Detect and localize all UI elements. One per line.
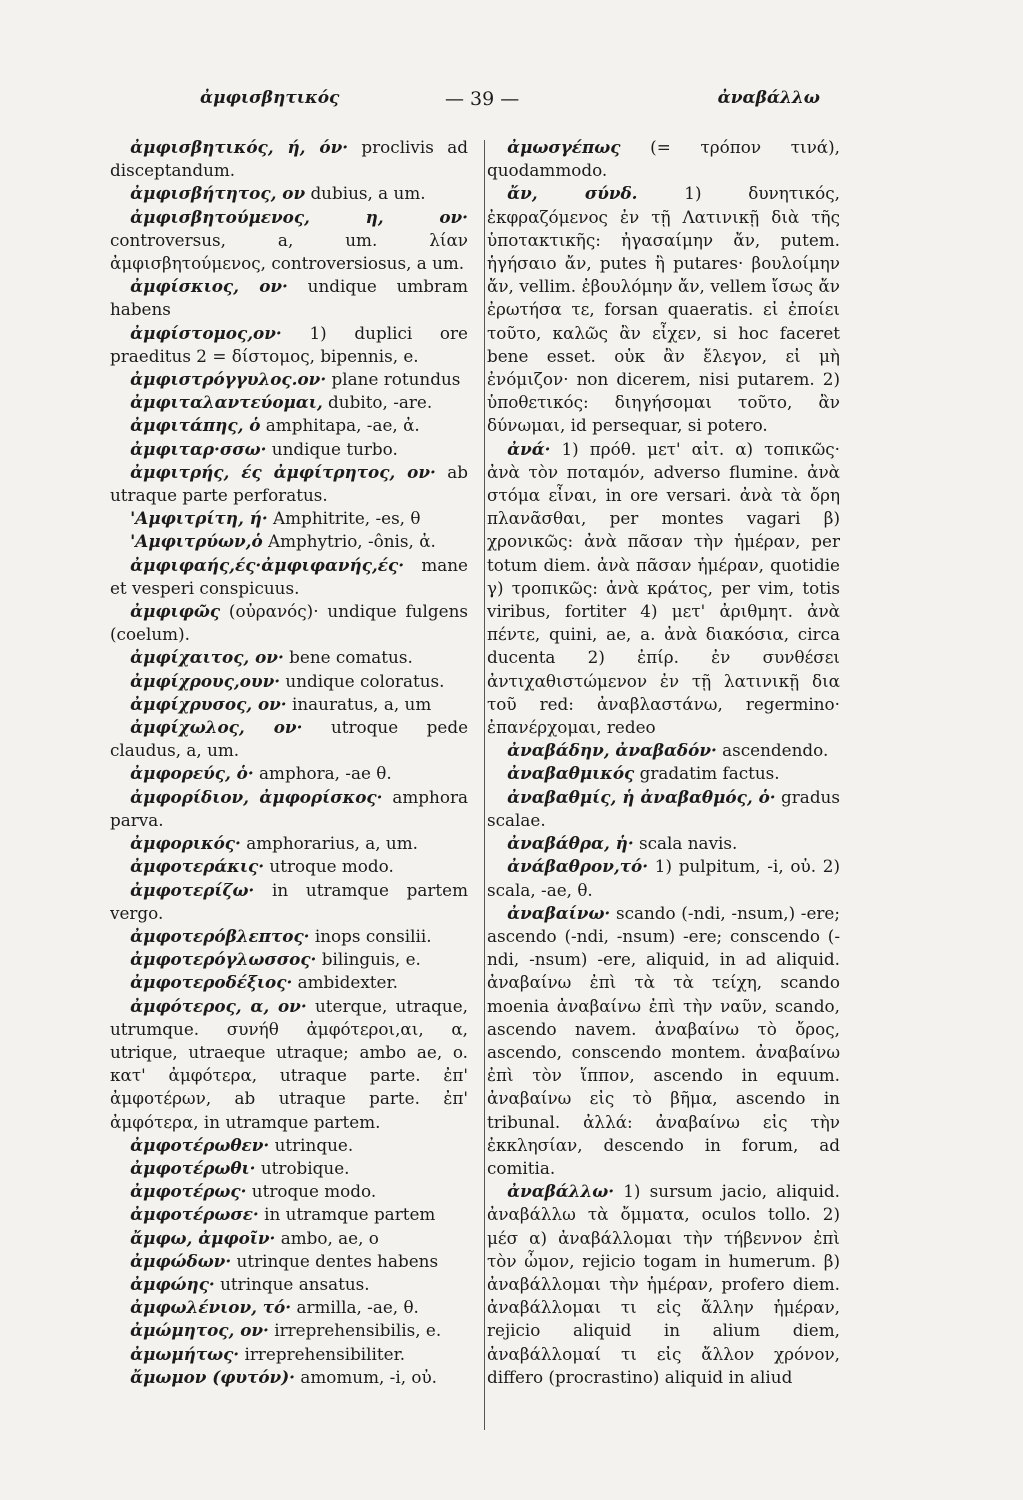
dictionary-entry xyxy=(110,716,468,762)
entry-headword: ἀμφιτρής, ές ἀμφίτρητος, ον· xyxy=(130,461,436,482)
entry-definition: in utramque partem vergo. xyxy=(110,879,468,923)
entry-definition: 1) δυνητικός, ἐκφραζόμενος ἐν τῇ Λατινικῇ διὰ τῆς ὑποτακτικῆς: ἠγασαίμην ἄν, putem. ἡγήσαιο ἄν, putes ἢ putares· βουλοίμην ἄν, vellim. ἐβουλόμην ἄν, vellem ἴσως ἄν ἐρωτήσα τε, forsan quaeratis. εἰ ἐποίει τοῦτο, καλῶς ἂν εἶχεν, si hoc faceret bene esset. οὐκ ἂν ἔλεγον, εἰ μὴ ἐνόμιζον· non dicerem, nisi putarem. 2) ὑποθετικός: διηγήσομαι τοῦτο, ἂν δύνωμαι, id persequar, si potero. xyxy=(487,183,840,436)
entry-definition: dubius, a um. xyxy=(310,183,426,204)
entry-headword: ἀναβαίνω· xyxy=(507,902,611,923)
dictionary-entry xyxy=(110,1366,468,1389)
running-head-left: ἀμφισβητικός xyxy=(200,88,340,108)
dictionary-entry xyxy=(475,136,840,182)
dictionary-entry xyxy=(475,438,840,740)
entry-definition: armilla, -ae, θ. xyxy=(296,1297,419,1318)
entry-definition: gradus scalae. xyxy=(487,786,840,830)
entry-headword: ἀμφισβητικός, ή, όν· xyxy=(130,137,349,157)
entry-headword: ἀναβάθρα, ἡ· xyxy=(507,833,634,854)
entry-headword: ἀναβάδην, ἀναβαδόν· xyxy=(507,740,717,761)
entry-headword: ἀμωσγέπως xyxy=(507,137,621,157)
dictionary-entry xyxy=(110,995,468,1134)
dictionary-entry xyxy=(110,554,468,600)
dictionary-entry xyxy=(110,206,468,276)
entry-definition: undique turbo. xyxy=(271,438,398,459)
left-column xyxy=(110,136,468,1446)
entry-headword: ἀμφοτεράκις· xyxy=(130,856,265,877)
entry-definition: utroque modo. xyxy=(269,856,394,877)
entry-headword: ἀμφιστρόγγυλος.ον· xyxy=(130,369,327,390)
dictionary-entry xyxy=(475,855,840,901)
dictionary-entry xyxy=(110,1296,468,1319)
entry-definition: utrinque. xyxy=(274,1134,354,1155)
entry-definition: amomum, -i, οὐ. xyxy=(300,1366,437,1387)
entry-headword: ἀμφισβήτητος, ον xyxy=(130,183,306,204)
dictionary-entry xyxy=(110,1180,468,1203)
dictionary-entry xyxy=(110,1250,468,1273)
dictionary-entry xyxy=(110,414,468,437)
entry-definition: (= τρόπον τινά), quodammodo. xyxy=(487,137,840,181)
entry-definition: mane et vesperi conspicuus. xyxy=(110,554,468,598)
entry-definition: ab utraque parte perforatus. xyxy=(110,461,468,506)
entry-definition: proclivis ad disceptandum. xyxy=(110,137,468,181)
entry-definition: dubito, -are. xyxy=(328,392,433,413)
entry-definition: inops consilii. xyxy=(314,925,432,946)
dictionary-entry xyxy=(110,136,468,182)
entry-definition: ambo, ae, o xyxy=(280,1227,379,1248)
entry-definition: utrinque ansatus. xyxy=(220,1273,370,1294)
entry-definition: amphorarius, a, um. xyxy=(246,833,418,854)
entry-definition: irreprehensibiliter. xyxy=(244,1343,406,1364)
entry-headword: ἀμφώης· xyxy=(130,1273,215,1294)
dictionary-entry xyxy=(110,322,468,368)
dictionary-entry xyxy=(475,182,840,437)
dictionary-entry xyxy=(110,832,468,855)
entry-headword: ἀμφίσκιος, ον· xyxy=(130,276,288,297)
entry-headword: ἀμφορεύς, ὁ· xyxy=(130,763,254,784)
dictionary-entry xyxy=(110,1343,468,1366)
entry-definition: 1) duplici ore praeditus 2 = δίστομος, bipennis, e. xyxy=(110,322,468,366)
entry-definition: uterque, utraque, utrumque. συνήθ ἀμφότεροι,αι, α, utrique, utraeque utraque; ambo ae, o. κατ' ἀμφότερα, utraque parte. ἐπ' ἀμφοτέρων, ab utraque parte. ἐπ' ἀμφότερα, in utramque partem. xyxy=(110,995,468,1132)
dictionary-entry xyxy=(110,786,468,832)
entry-headword: ἀναβάλλω· xyxy=(507,1181,615,1202)
entry-definition: 1) pulpitum, -i, οὐ. 2) scala, -ae, θ. xyxy=(487,856,840,900)
entry-headword: ἄν, σύνδ. xyxy=(507,183,638,204)
entry-headword: 'Αμφιτρύων,ὁ xyxy=(130,531,263,552)
entry-headword: ἀναβαθμίς, ἡ ἀναβαθμός, ὁ· xyxy=(507,786,776,807)
page-number: — 39 — xyxy=(445,88,520,110)
entry-definition: 1) πρόθ. μετ' αἰτ. α) τοπικῶς· ἀνὰ τὸν ποταμόν, adverso flumine. ἀνὰ στόμα εἶναι, in ore versari. ἀνὰ τὰ ὄρη πλανᾶσθαι, per montes vagari β) χρονικῶς: ἀνὰ πᾶσαν τὴν ἡμέραν, per totum diem. ἀνὰ πᾶσαν ἡμέραν, quotidie γ) τροπικῶς: ἀνὰ κράτος, per vim, totis viribus, fortiter 4) μετ' ἀριθμητ. ἀνὰ πέντε, quini, ae, a. ἀνὰ διακόσια, circa ducenta 2) ἐπίρ. ἐν συνθέσει ἀντιχαθιστώμενον ἐν τῇ λατινικῇ δια τοῦ red: ἀναβλαστάνω, regermino· ἐπανέρχομαι, redeo xyxy=(487,438,840,738)
entry-headword: ἀμφίχρυσος, ον· xyxy=(130,693,287,714)
entry-headword: ἀμφισβητούμενος, η, ον· xyxy=(130,206,468,227)
dictionary-entry xyxy=(110,1227,468,1250)
entry-headword: ἀμφιτάπης, ὁ xyxy=(130,415,261,436)
entry-definition: irreprehensibilis, e. xyxy=(274,1320,442,1341)
entry-definition: undique umbram habens xyxy=(110,276,468,320)
dictionary-entry xyxy=(110,855,468,878)
entry-headword: ἀμφιφαής,ές·ἀμφιφανής,ές· xyxy=(130,554,405,575)
dictionary-entry xyxy=(110,646,468,669)
entry-headword: ἀμφώδων· xyxy=(130,1250,232,1271)
entry-definition: in utramque partem xyxy=(264,1204,436,1225)
entry-headword: ἀμφιφῶς xyxy=(130,601,221,622)
entry-definition: undique coloratus. xyxy=(285,670,445,691)
dictionary-entry xyxy=(110,971,468,994)
dictionary-entry xyxy=(110,1157,468,1180)
entry-definition: plane rotundus xyxy=(331,369,461,390)
entry-definition: ascendendo. xyxy=(722,740,829,761)
entry-headword: ἀμφιταλαντεύομαι, xyxy=(130,392,323,413)
entry-definition: utrobique. xyxy=(260,1157,350,1178)
entry-headword: ἀμφοτερόβλεπτος· xyxy=(130,925,310,946)
entry-headword: ἀμφίχρους,ουν· xyxy=(130,670,281,691)
dictionary-entry xyxy=(110,275,468,321)
entry-headword: ἀμφίχωλος, ον· xyxy=(130,717,303,738)
entry-headword: ἀμφορίδιον, ἀμφορίσκος· xyxy=(130,786,383,807)
dictionary-entry xyxy=(110,391,468,414)
entry-headword: ἀμωμήτως· xyxy=(130,1343,240,1364)
entry-headword: ἀμφότερος, α, ον· xyxy=(130,995,307,1016)
dictionary-entry xyxy=(110,368,468,391)
entry-definition: Amphitrite, -es, θ xyxy=(273,508,421,529)
entry-headword: ἀμφίστομος,ον· xyxy=(130,322,282,343)
entry-definition: 1) sursum jacio, aliquid. ἀναβάλλω τὰ ὄμματα, oculos tollo. 2) μέσ α) ἀναβάλλομαι τὴν τήβεννον ἐπὶ τὸν ὦμον, rejicio togam in humerum. β) ἀναβάλλομαι τὴν ἡμέραν, profero diem. ἀναβάλλομαι τι εἰς ἄλλην ἡμέραν, rejicio aliquid in alium diem, ἀναβάλλομαί τι εἰς ἄλλον χρόνον, differo (procrastino) aliquid in aliud xyxy=(487,1181,840,1387)
entry-headword: ἀμφοτερίζω· xyxy=(130,879,255,900)
entry-definition: utroque pede claudus, a, um. xyxy=(110,717,468,761)
entry-definition: (οὐρανός)· undique fulgens (coelum). xyxy=(110,601,468,645)
entry-definition: ambidexter. xyxy=(297,972,398,993)
entry-definition: amphitapa, -ae, ἀ. xyxy=(265,415,420,436)
dictionary-entry xyxy=(110,600,468,646)
right-column xyxy=(475,136,840,1436)
dictionary-entry xyxy=(110,670,468,693)
entry-headword: ἀμφοτέρωσε· xyxy=(130,1204,259,1225)
entry-definition: inauratus, a, um xyxy=(292,693,432,714)
entry-headword: ἄμφω, ἀμφοῖν· xyxy=(130,1227,276,1248)
dictionary-entry xyxy=(110,507,468,530)
entry-headword: ἀμφοτερόγλωσσος· xyxy=(130,949,317,970)
entry-headword: ἀμφοτεροδέξιος· xyxy=(130,972,293,993)
entry-headword: ἀνά· xyxy=(507,438,551,459)
dictionary-entry xyxy=(475,1180,840,1389)
dictionary-entry xyxy=(110,1273,468,1296)
entry-headword: ἄμωμον (φυτόν)· xyxy=(130,1366,295,1387)
dictionary-entry xyxy=(110,1134,468,1157)
dictionary-entry xyxy=(110,693,468,716)
page-header xyxy=(200,88,820,128)
entry-headword: ἀμφιταρ·σσω· xyxy=(130,438,267,459)
entry-definition: bilinguis, e. xyxy=(321,949,421,970)
running-head-right: ἀναβάλλω xyxy=(717,88,820,108)
entry-headword: ἀμφίχαιτος, ον· xyxy=(130,647,284,668)
dictionary-entry xyxy=(475,832,840,855)
dictionary-entry xyxy=(475,786,840,832)
entry-definition: scando (-ndi, -nsum,) -ere; ascendo (-ndi, -nsum) -ere; conscendo (-ndi, -nsum) -ere, aliquid, in ad aliquid. ἀναβαίνω ἐπὶ τὰ τὰ τείχη, scando moenia ἀναβαίνω ἐπὶ τὴν ναῦν, scando, ascendo navem. ἀναβαίνω τὸ ὄρος, ascendo, conscendo montem. ἀναβαίνω ἐπὶ τὸν ἵππον, ascendo in equum. ἀναβαίνω εἰς τὸ βῆμα, ascendo in tribunal. ἀλλά: ἀναβαίνω εἰς τὴν ἐκκλησίαν, descendo in forum, ad comitia. xyxy=(487,902,840,1178)
entry-headword: ἀμφοτέρως· xyxy=(130,1181,247,1202)
entry-definition: controversus, a, um. λίαν ἀμφισβητούμενος, controversiosus, a um. xyxy=(110,229,468,274)
entry-definition: scala navis. xyxy=(639,833,738,854)
dictionary-entry xyxy=(110,461,468,507)
dictionary-entry xyxy=(110,948,468,971)
entry-definition: Amphytrio, -ônis, ἀ. xyxy=(268,531,436,552)
dictionary-entry xyxy=(110,438,468,461)
dictionary-entry xyxy=(110,879,468,925)
entry-headword: ἀνάβαθρον,τό· xyxy=(507,856,649,877)
dictionary-entry xyxy=(475,739,840,762)
dictionary-entry xyxy=(475,762,840,785)
entry-headword: ἀμφοτέρωθεν· xyxy=(130,1134,270,1155)
entry-headword: ἀμφωλένιον, τό· xyxy=(130,1297,292,1318)
entry-headword: ἀμώμητος, ον· xyxy=(130,1320,269,1341)
entry-definition: amphora parva. xyxy=(110,786,468,830)
dictionary-entry xyxy=(110,925,468,948)
entry-headword: ἀμφοτέρωθι· xyxy=(130,1157,256,1178)
entry-definition: utroque modo. xyxy=(251,1181,377,1202)
dictionary-entry xyxy=(110,762,468,785)
dictionary-entry xyxy=(110,1203,468,1226)
dictionary-entry xyxy=(110,530,468,553)
entry-definition: amphora, -ae θ. xyxy=(259,763,392,784)
entry-definition: gradatim factus. xyxy=(639,763,780,784)
dictionary-entry xyxy=(110,1319,468,1342)
entry-headword: ἀναβαθμικός xyxy=(507,763,635,784)
entry-definition: utrinque dentes habens xyxy=(236,1250,439,1271)
dictionary-entry xyxy=(110,182,468,205)
entry-definition: bene comatus. xyxy=(289,647,413,668)
entry-headword: ἀμφορικός· xyxy=(130,833,241,854)
dictionary-entry xyxy=(475,902,840,1180)
entry-headword: 'Αμφιτρίτη, ή· xyxy=(130,508,268,529)
